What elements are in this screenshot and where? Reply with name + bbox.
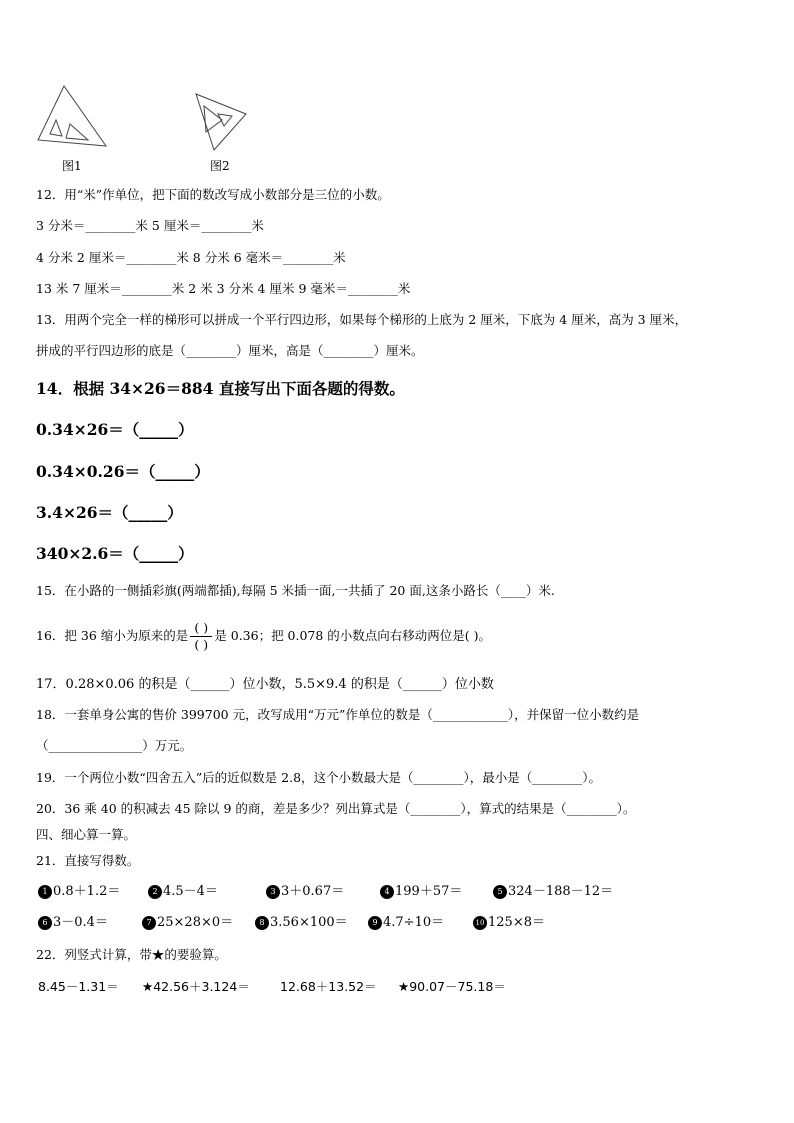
section-4-title: 四、细心算一算。 [36,827,137,842]
figure-2-caption: 图2 [210,159,230,173]
circled-number: 8 [255,916,269,930]
circled-number: 7 [142,916,156,930]
figure-1-caption: 图1 [62,159,82,173]
calc-item [266,883,380,901]
calc-expression: 199＋57＝ [395,884,463,899]
circled-number: 10 [473,916,487,930]
calc-item [38,883,148,901]
question-15: 15．在小路的一侧插彩旗(两端都插),每隔 5 米插一面,一共插了 20 面,这条小路长（____）米. [36,583,555,598]
circled-number: 5 [493,885,507,899]
triangle-ruler-figure-1 [36,84,108,154]
circled-number: 4 [380,885,394,899]
vertical-calc-item: ★42.56＋3.124＝ [142,979,250,994]
circled-number: 1 [38,885,52,899]
calc-expression: 3＋0.67＝ [281,884,345,899]
question-18-line-1: 18．一套单身公寓的售价 399700 元，改写成用“万元”作单位的数是（____________），并保留一位小数约是 [36,707,640,722]
vertical-calc-item: 8.45－1.31＝ [38,979,119,994]
question-22-items [38,978,506,996]
vertical-calc-item: ★90.07－75.18＝ [398,979,506,994]
question-20: 20．36 乘 40 的积减去 45 除以 9 的商，差是多少？列出算式是（________），算式的结果是（________）。 [36,801,636,816]
circled-number: 2 [148,885,162,899]
circled-number: 3 [266,885,280,899]
calc-expression: 324－188－12＝ [508,884,614,899]
calc-expression: 25×28×0＝ [157,915,234,930]
question-19: 19．一个两位小数“四舍五入”后的近似数是 2.8，这个小数最大是（________），最小是（________）。 [36,770,602,785]
blank-fraction [190,621,212,652]
circled-number: 9 [368,916,382,930]
calc-item [142,914,255,932]
calc-item [493,883,613,901]
vertical-calc-item: 12.68＋13.52＝ [280,979,377,994]
question-12-line-1: 3 分米＝________米 5 厘米＝________米 [36,218,264,233]
calc-expression: 125×8＝ [488,915,545,930]
question-14-item: 3.4×26＝（_____） [36,503,183,522]
question-12-line-2: 4 分米 2 厘米＝________米 8 分米 6 毫米＝________米 [36,250,346,265]
question-13-line-2: 拼成的平行四边形的底是（________）厘米，高是（________）厘米。 [36,343,424,358]
question-17: 17．0.28×0.06 的积是（______）位小数，5.5×9.4 的积是（______）位小数 [36,677,494,692]
question-18-line-2: （_______________）万元。 [36,738,193,753]
question-12-line-3: 13 米 7 厘米＝________米 2 米 3 分米 4 厘米 9 毫米＝________米 [36,281,411,296]
circled-number: 6 [38,916,52,930]
question-14-item: 0.34×0.26＝（_____） [36,462,210,481]
calc-item [148,883,266,901]
calc-item [368,914,473,932]
question-14-item: 340×2.6＝（_____） [36,544,194,563]
question-16 [36,614,491,658]
fraction-denominator: ( ) [194,637,209,652]
calc-expression: 3－0.4＝ [53,915,108,930]
calc-item [380,883,493,901]
question-12-stem: 12．用“米”作单位，把下面的数改写成小数部分是三位的小数。 [36,187,390,202]
calc-expression: 4.7÷10＝ [383,915,445,930]
question-21-row-2 [38,914,545,932]
question-14-stem: 14．根据 34×26＝884 直接写出下面各题的得数。 [36,379,405,398]
triangle-ruler-figure-2 [194,92,250,152]
question-16-after: 是 0.36；把 0.078 的小数点向右移动两位是( )。 [214,628,492,643]
question-14-item: 0.34×26＝（_____） [36,420,194,439]
calc-expression: 3.56×100＝ [270,915,348,930]
calc-expression: 4.5－4＝ [163,884,218,899]
calc-item [38,914,142,932]
calc-item [255,914,368,932]
question-21-row-1 [38,883,613,901]
calc-expression: 0.8＋1.2＝ [53,884,121,899]
question-16-before: 16．把 36 缩小为原来的是 [36,628,189,643]
fraction-numerator: ( ) [194,620,209,635]
calc-item [473,914,545,932]
question-22-stem: 22．列竖式计算，带★的要验算。 [36,947,227,962]
question-13-line-1: 13．用两个完全一样的梯形可以拼成一个平行四边形，如果每个梯形的上底为 2 厘米，下底为 4 厘米，高为 3 厘米， [36,312,688,327]
question-21-stem: 21．直接写得数。 [36,853,140,868]
